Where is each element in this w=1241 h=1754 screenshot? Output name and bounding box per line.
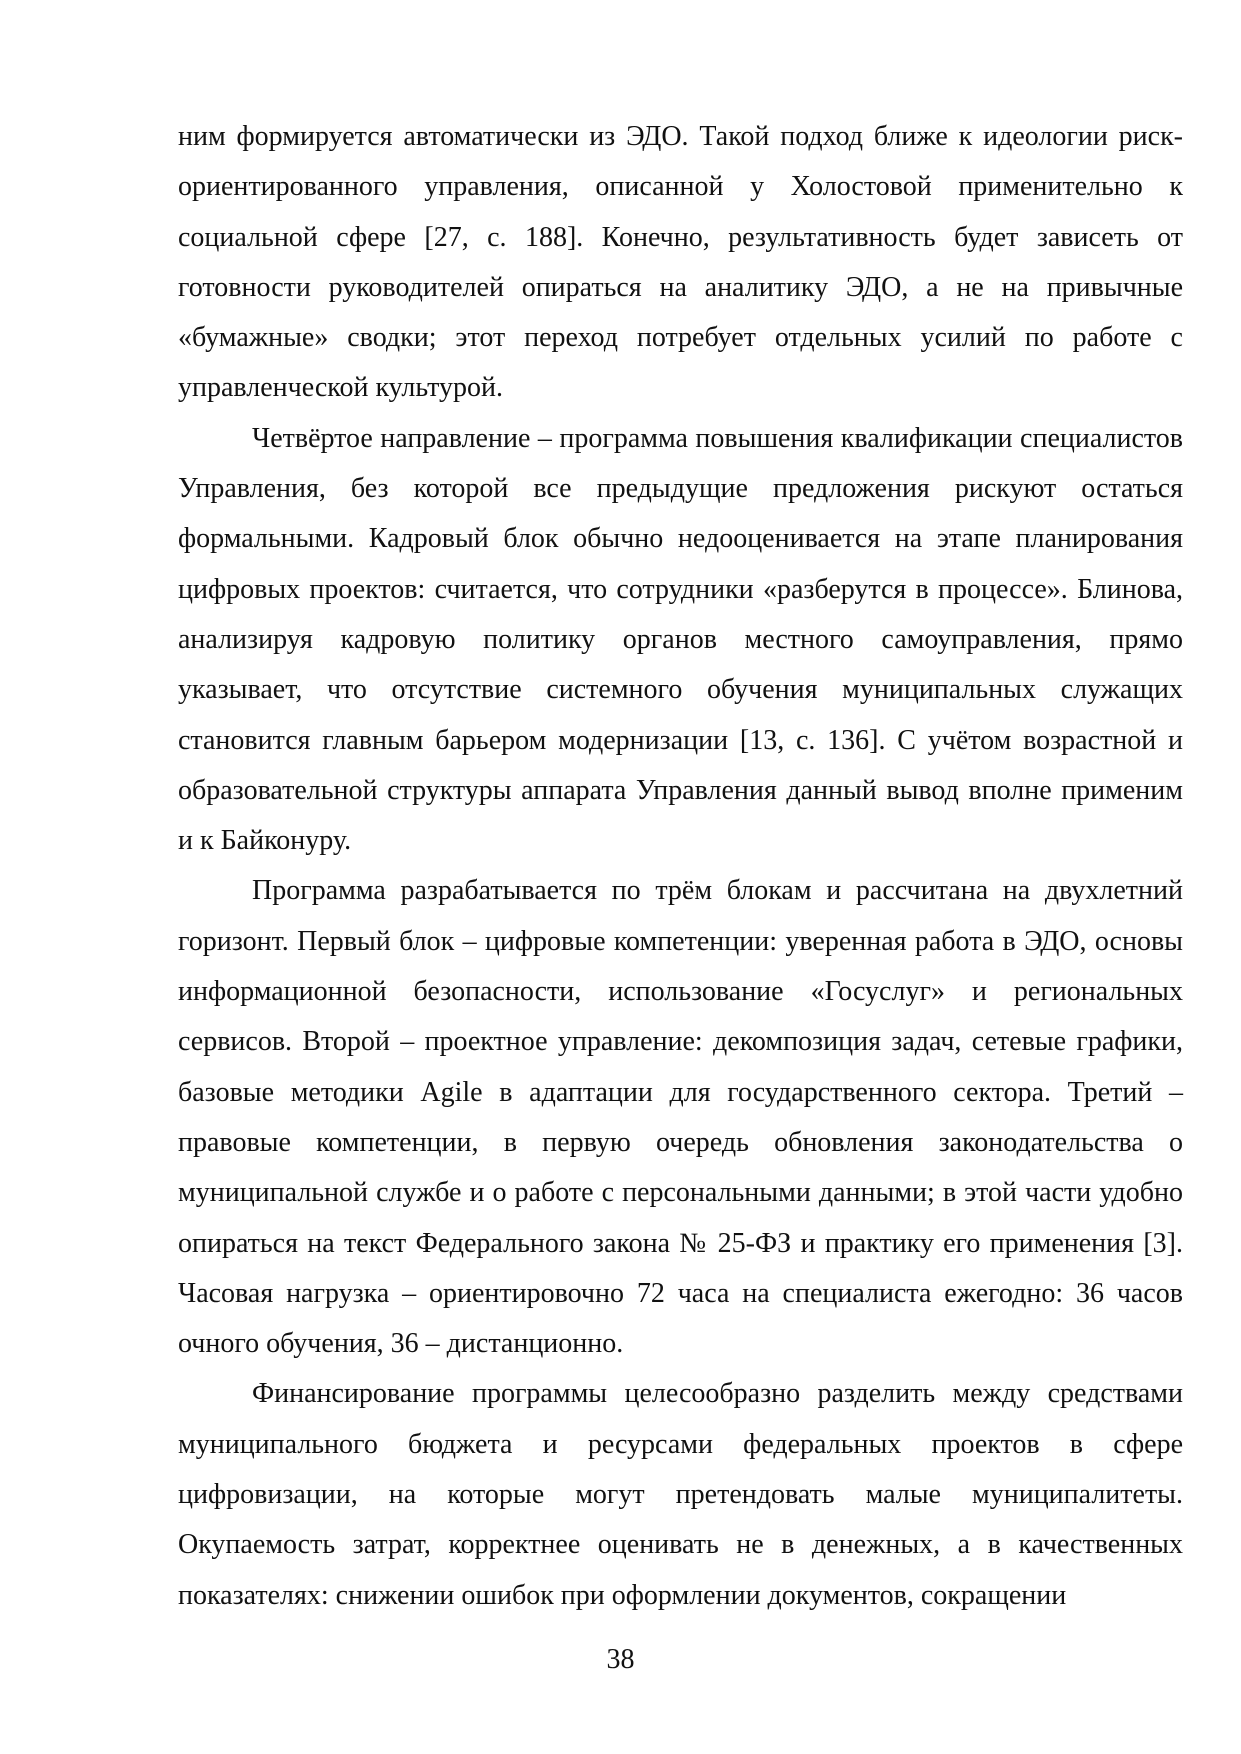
- paragraph-2: Четвёртое направление – программа повышения квалификации специалистов Управления, без которой все предыдущие предложения рискуют остаться формальными. Кадровый блок обычно недооценивается на этапе планирования цифровых проектов: считается, что сотрудники «разберутся в процессе». Блинова, анализируя кадровую политику органов местного самоуправления, прямо указывает, что отсутствие системного обучения муниципальных служащих становится главным барьером модернизации [13, с. 136]. С учётом возрастной и образовательной структуры аппарата Управления данный вывод вполне применим и к Байконуру.: [178, 422, 1183, 857]
- page-body: [178, 112, 1183, 1621]
- page-number: 38: [606, 1644, 635, 1675]
- paragraph-4: Финансирование программы целесообразно разделить между средствами муниципального бюджета и ресурсами федеральных проектов в сфере цифровизации, на которые могут претендовать малые муниципалитеты. Окупаемость затрат, корректнее оценивать не в денежных, а в качественных показателях: снижении ошибок при оформлении документов, сокращении: [178, 1378, 1183, 1611]
- paragraph-3: Программа разрабатывается по трём блокам и рассчитана на двухлетний горизонт. Первый блок – цифровые компетенции: уверенная работа в ЭДО, основы информационной безопасности, использование «Госуслуг» и региональных сервисов. Второй – проектное управление: декомпозиция задач, сетевые графики, базовые методики Agile в адаптации для государственного сектора. Третий – правовые компетенции, в первую очередь обновления законодательства о муниципальной службе и о работе с персональными данными; в этой части удобно опираться на текст Федерального закона № 25-ФЗ и практику его применения [3]. Часовая нагрузка – ориентировочно 72 часа на специалиста ежегодно: 36 часов очного обучения, 36 – дистанционно.: [178, 875, 1183, 1360]
- paragraph-1: ним формируется автоматически из ЭДО. Такой подход ближе к идеологии риск-ориентированного управления, описанной у Холостовой применительно к социальной сфере [27, с. 188]. Конечно, результативность будет зависеть от готовности руководителей опираться на аналитику ЭДО, а не на привычные «бумажные» сводки; этот переход потребует отдельных усилий по работе с управленческой культурой.: [178, 121, 1183, 404]
